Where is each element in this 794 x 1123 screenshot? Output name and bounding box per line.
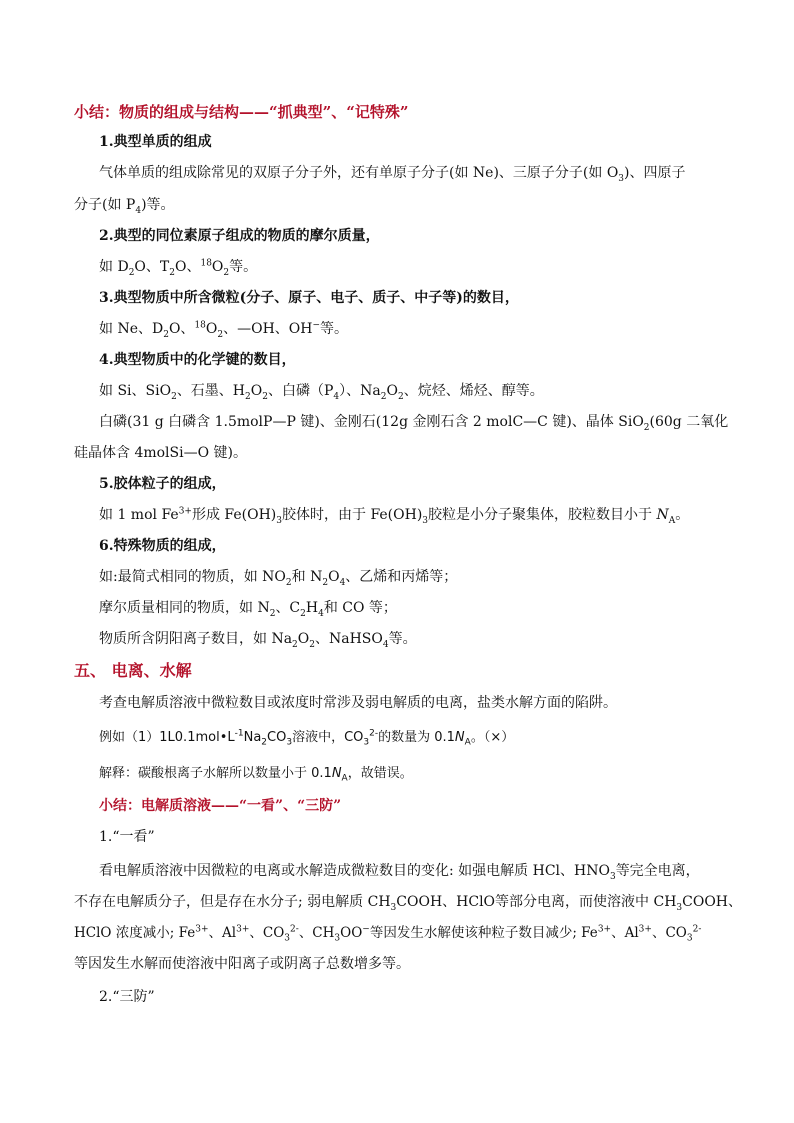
summary-2-heading: 小结：电解质溶液——“一看”、“三防” bbox=[99, 798, 342, 814]
example-line: 例如$(1)1L0.1mol•L^{-1}Na_2CO_3$溶液中，$CO_3^{2-}$的数量为 $0.1N_A$。（×） bbox=[99, 728, 515, 748]
item-1-line-1: 气体单质的组成除常见的双原子分子外，还有单原子分子(如 Ne)、三原子分子(如 $O_3$)、四原子 bbox=[99, 165, 686, 184]
item-4-line-1: 如 Si、SiO$_2$、石墨、$H_2O_2$、白磷$(P_4)$、$Na_2O_2$、烷烃、烯烃、醇等。 bbox=[99, 383, 544, 402]
item-2-line-1: 如 $D_2O$、$T_2O$、$^{18}O_2$等。 bbox=[99, 258, 258, 278]
item-1-title: 1.典型单质的组成 bbox=[99, 134, 212, 150]
item-6-title: 6.特殊物质的组成， bbox=[99, 538, 226, 554]
point-1-line-4: 等因发生水解而使溶液中阳离子或阴离子总数增多等。 bbox=[74, 956, 410, 972]
point-1-line-3: HClO 浓度减小; $Fe^{3+}$、$Al^{3+}$、$CO_3^{2-}$、$CH_3OO^-$等因发生水解使该种粒子数目减少; $Fe^{3+}$、$Al^{3+}$、$CO_3^{2-}$ bbox=[74, 924, 702, 944]
item-5-line-1: 如 1 mol $Fe^{3+}$形成 $Fe(OH)_3$胶体时，由于 $Fe(OH)_3$胶粒是小分子聚集体，胶粒数目小于 $N_A$。 bbox=[99, 506, 690, 526]
section-5-intro: 考查电解质溶液中微粒数目或浓度时常涉及弱电解质的电离，盐类水解方面的陷阱。 bbox=[99, 695, 617, 711]
summary-heading: 小结：物质的组成与结构——“抓典型”、“记特殊” bbox=[74, 103, 409, 121]
item-4-title: 4.典型物质中的化学键的数目， bbox=[99, 352, 296, 368]
item-6-line-2: 摩尔质量相同的物质，如 $N_2$、$C_2H_4$和 CO 等； bbox=[99, 600, 397, 619]
explain-line: 解释：碳酸根离子水解所以数量小于 $0.1N_A$，故错误。 bbox=[99, 766, 413, 784]
point-1-title: 1.“一看” bbox=[99, 829, 155, 845]
item-4-line-2: 白磷(31 g 白磷含 1.5molP—P 键)、金刚石(12g 金刚石含 2 molC—C 键)、晶体 SiO$_2$(60g 二氧化 bbox=[99, 414, 729, 433]
item-5-title: 5.胶体粒子的组成， bbox=[99, 476, 226, 492]
item-3-line-1: 如 Ne、$D_2O$、$^{18}O_2$、—OH、OH−等。 bbox=[99, 320, 349, 340]
item-1-line-2: 分子(如 $P_4$)等。 bbox=[74, 197, 175, 216]
section-5-heading: 五、 电离、水解 bbox=[74, 661, 192, 680]
item-3-title: 3.典型物质中所含微粒(分子、原子、电子、质子、中子等)的数目， bbox=[99, 290, 519, 306]
item-6-line-3: 物质所含阴阳离子数目，如 $Na_2O_2$、NaHSO$_4$等。 bbox=[99, 631, 417, 650]
item-2-title: 2.典型的同位素原子组成的物质的摩尔质量， bbox=[99, 228, 380, 244]
point-1-line-1: 看电解质溶液中因微粒的电离或水解造成微粒数目的变化: 如强电解质 HCl、$HNO_3$等完全电离， bbox=[99, 863, 700, 882]
item-4-line-3: 硅晶体含 4molSi—O 键)。 bbox=[74, 445, 247, 461]
item-6-line-1: 如:最简式相同的物质，如 $NO_2$和 $N_2O_4$、乙烯和丙烯等； bbox=[99, 569, 458, 588]
point-2-title: 2.“三防” bbox=[99, 989, 155, 1005]
point-1-line-2: 不存在电解质分子，但是存在水分子; 弱电解质 $CH_3COOH$、HClO等部分电离，而使溶液中 $CH_3COOH$、 bbox=[74, 894, 743, 913]
